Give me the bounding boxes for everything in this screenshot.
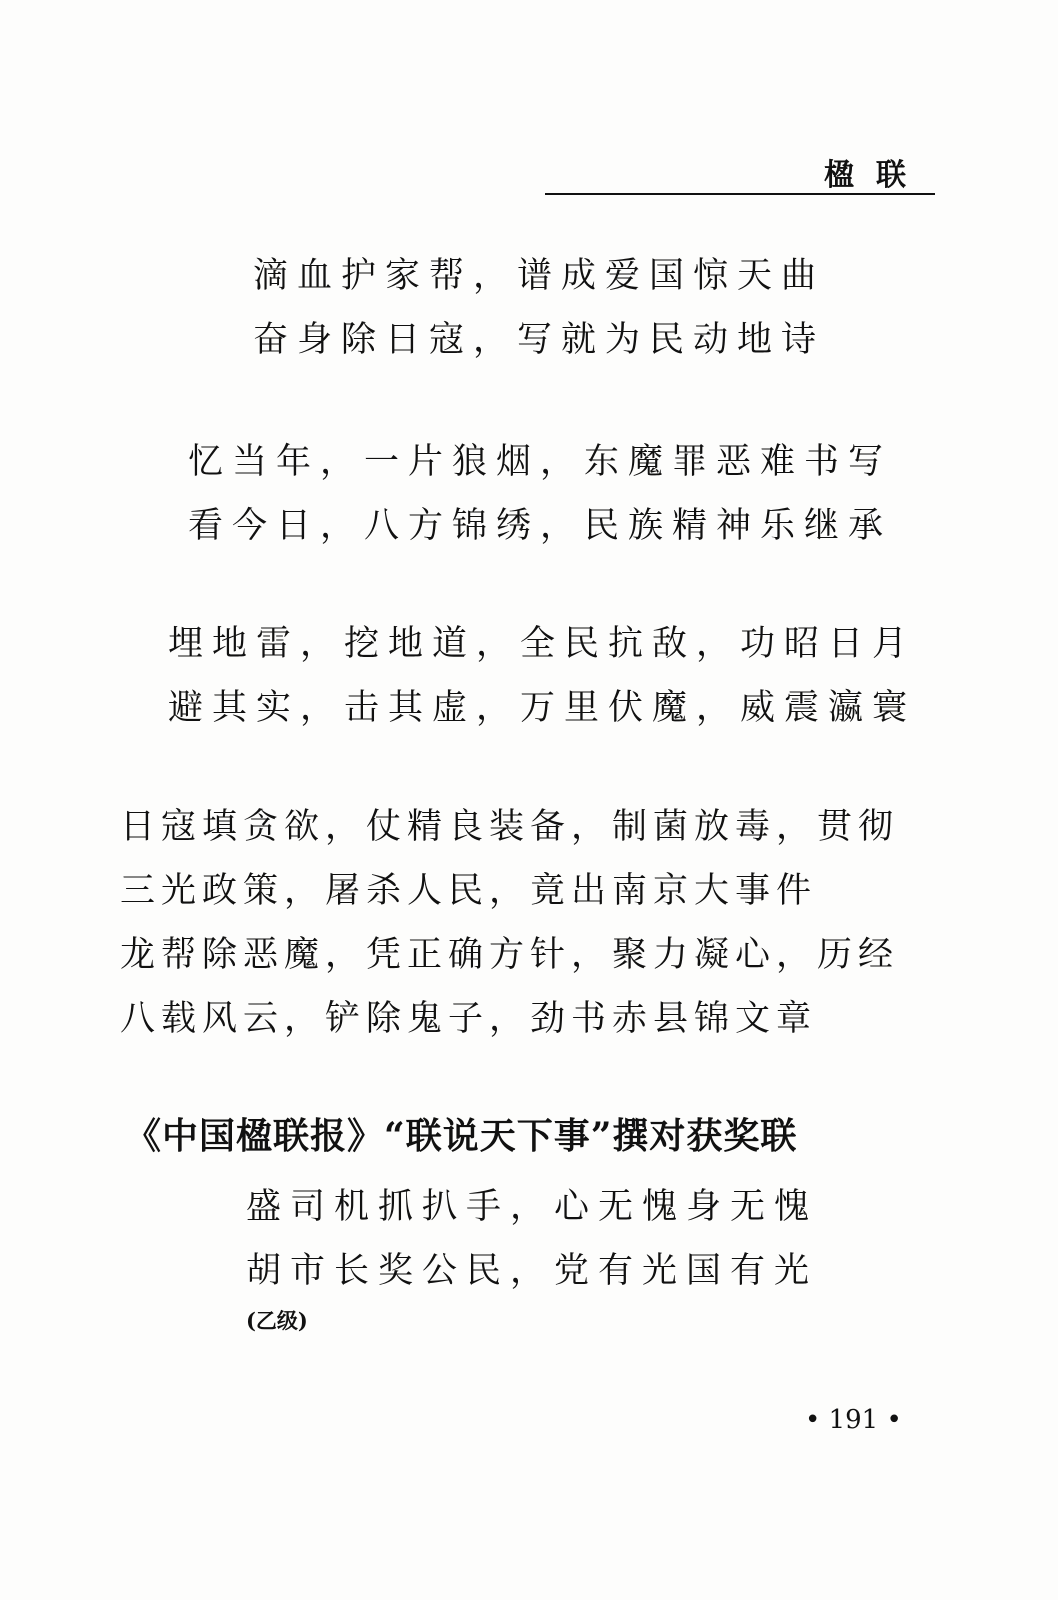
couplet-line: 奋身除日寇，写就为民动地诗	[253, 320, 826, 360]
couplet-2	[188, 430, 892, 558]
couplet-line: 八载风云，铲除鬼子，劲书赤县锦文章	[120, 999, 818, 1039]
couplet-line: 看今日，八方锦绣，民族精神乐继承	[188, 506, 893, 546]
couplet-line: 胡市长奖公民，党有光国有光	[246, 1251, 819, 1291]
couplet-4	[120, 795, 899, 1051]
couplet-line: 三光政策，屠杀人民，竟出南京大事件	[120, 871, 818, 911]
award-section-heading: 《中国楹联报》“联说天下事”撰对获奖联	[125, 1115, 798, 1157]
couplet-line: 避其实，击其虚，万里伏魔，威震瀛寰	[168, 688, 917, 728]
award-couplet	[246, 1175, 818, 1303]
couplet-line: 忆当年，一片狼烟，东魔罪恶难书写	[188, 442, 893, 482]
couplet-line: 盛司机抓扒手，心无愧身无愧	[246, 1187, 819, 1227]
couplet-1	[253, 244, 825, 372]
header-rule	[545, 193, 935, 195]
award-level: (乙级)	[246, 1308, 308, 1333]
running-head: 楹联	[824, 158, 928, 193]
page-number: • 191 •	[805, 1405, 902, 1435]
couplet-line: 龙帮除恶魔，凭正确方针，聚力凝心，历经	[120, 935, 900, 975]
couplet-3	[168, 612, 916, 740]
couplet-line: 日寇填贪欲，仗精良装备，制菌放毒，贯彻	[120, 807, 900, 847]
couplet-line: 埋地雷，挖地道，全民抗敌，功昭日月	[168, 624, 917, 664]
couplet-line: 滴血护家帮，谱成爱国惊天曲	[253, 256, 826, 296]
